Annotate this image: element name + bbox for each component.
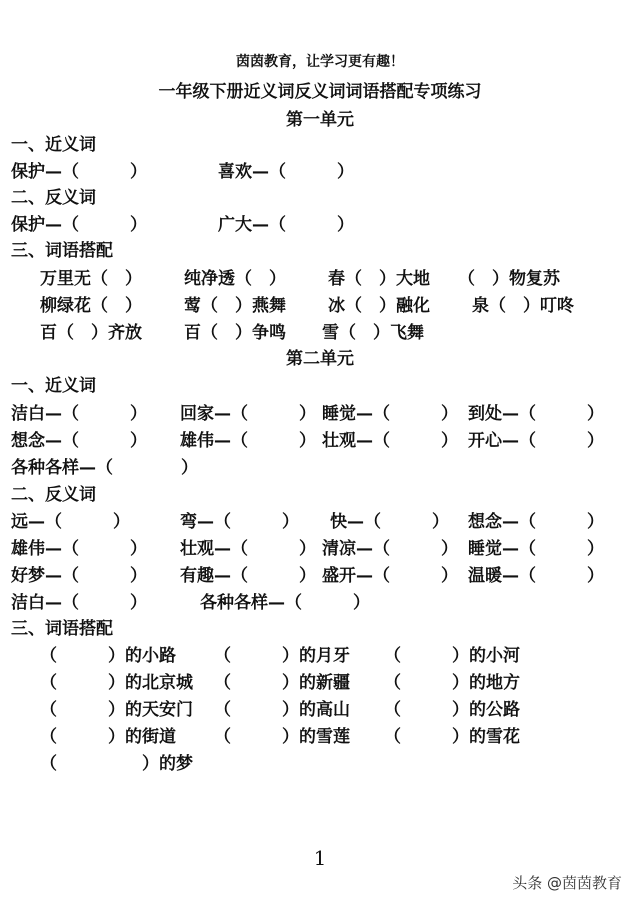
exercise-item[interactable]: 弯—（ ） (180, 512, 299, 532)
page-number: 1 (313, 846, 327, 870)
exercise-item[interactable]: 盛开—（ ） (322, 566, 458, 586)
exercise-item[interactable]: 远—（ ） (11, 512, 130, 532)
exercise-item[interactable]: （ ）物复苏 (458, 269, 560, 289)
exercise-item[interactable]: 冰（ ）融化 (328, 296, 430, 316)
u2-antonym-heading: 二、反义词 (11, 485, 96, 505)
exercise-item[interactable]: 想念—（ ） (468, 512, 604, 532)
exercise-item[interactable]: 雪（ ）飞舞 (322, 323, 424, 343)
exercise-item[interactable]: 清凉—（ ） (322, 539, 458, 559)
exercise-item[interactable]: 纯净透（ ） (184, 269, 286, 289)
exercise-item[interactable]: 到处—（ ） (468, 404, 604, 424)
exercise-item[interactable]: 温暖—（ ） (468, 566, 604, 586)
exercise-item[interactable]: 有趣—（ ） (180, 566, 316, 586)
exercise-item[interactable]: 广大—（ ） (218, 215, 354, 235)
exercise-item[interactable]: 快—（ ） (330, 512, 449, 532)
exercise-item[interactable]: 睡觉—（ ） (322, 404, 458, 424)
exercise-item[interactable]: 洁白—（ ） (11, 404, 147, 424)
exercise-item[interactable]: 柳绿花（ ） (40, 296, 142, 316)
exercise-item[interactable]: （ ）的雪莲 (214, 727, 350, 747)
exercise-item[interactable]: 各种各样—（ ） (11, 458, 198, 478)
u1-synonym-heading: 一、近义词 (11, 135, 96, 155)
unit1-title: 第一单元 (286, 110, 354, 130)
exercise-item[interactable]: （ ）的小路 (40, 646, 176, 666)
exercise-item[interactable]: （ ）的公路 (384, 700, 520, 720)
exercise-item[interactable]: 好梦—（ ） (11, 566, 147, 586)
page-title: 一年级下册近义词反义词词语搭配专项练习 (158, 82, 482, 102)
exercise-item[interactable]: 春（ ）大地 (328, 269, 430, 289)
exercise-item[interactable]: （ ）的北京城 (40, 673, 193, 693)
exercise-item[interactable]: （ ）的高山 (214, 700, 350, 720)
exercise-item[interactable]: （ ）的地方 (384, 673, 520, 693)
exercise-item[interactable]: 雄伟—（ ） (180, 431, 316, 451)
exercise-item[interactable]: 想念—（ ） (11, 431, 147, 451)
slogan: 茵茵教育，让学习更有趣！ (236, 54, 404, 70)
exercise-item[interactable]: 莺（ ）燕舞 (184, 296, 286, 316)
exercise-item[interactable]: 回家—（ ） (180, 404, 316, 424)
exercise-item[interactable]: 雄伟—（ ） (11, 539, 147, 559)
exercise-item[interactable]: 百（ ）齐放 (40, 323, 142, 343)
exercise-item[interactable]: （ ）的月牙 (214, 646, 350, 666)
exercise-item[interactable]: （ ）的新疆 (214, 673, 350, 693)
exercise-item[interactable]: 壮观—（ ） (322, 431, 458, 451)
exercise-item[interactable]: 开心—（ ） (468, 431, 604, 451)
exercise-item[interactable]: 泉（ ）叮咚 (472, 296, 574, 316)
exercise-item[interactable]: （ ）的小河 (384, 646, 520, 666)
exercise-item[interactable]: （ ）的雪花 (384, 727, 520, 747)
u2-collocation-heading: 三、词语搭配 (11, 619, 113, 639)
exercise-item[interactable]: 保护—（ ） (11, 162, 147, 182)
u2-synonym-heading: 一、近义词 (11, 376, 96, 396)
exercise-item[interactable]: 洁白—（ ） (11, 593, 147, 613)
exercise-item[interactable]: 睡觉—（ ） (468, 539, 604, 559)
exercise-item[interactable]: 百（ ）争鸣 (184, 323, 286, 343)
unit2-title: 第二单元 (286, 349, 354, 369)
exercise-item[interactable]: 保护—（ ） (11, 215, 147, 235)
watermark: 头条 @茵茵教育 (512, 874, 622, 892)
exercise-item[interactable]: 万里无（ ） (40, 269, 142, 289)
u1-antonym-heading: 二、反义词 (11, 188, 96, 208)
u1-collocation-heading: 三、词语搭配 (11, 241, 113, 261)
exercise-item[interactable]: 各种各样—（ ） (200, 593, 370, 613)
exercise-item[interactable]: 喜欢—（ ） (218, 162, 354, 182)
exercise-item[interactable]: 壮观—（ ） (180, 539, 316, 559)
exercise-item[interactable]: （ ）的梦 (40, 754, 193, 774)
exercise-item[interactable]: （ ）的街道 (40, 727, 176, 747)
exercise-item[interactable]: （ ）的天安门 (40, 700, 193, 720)
